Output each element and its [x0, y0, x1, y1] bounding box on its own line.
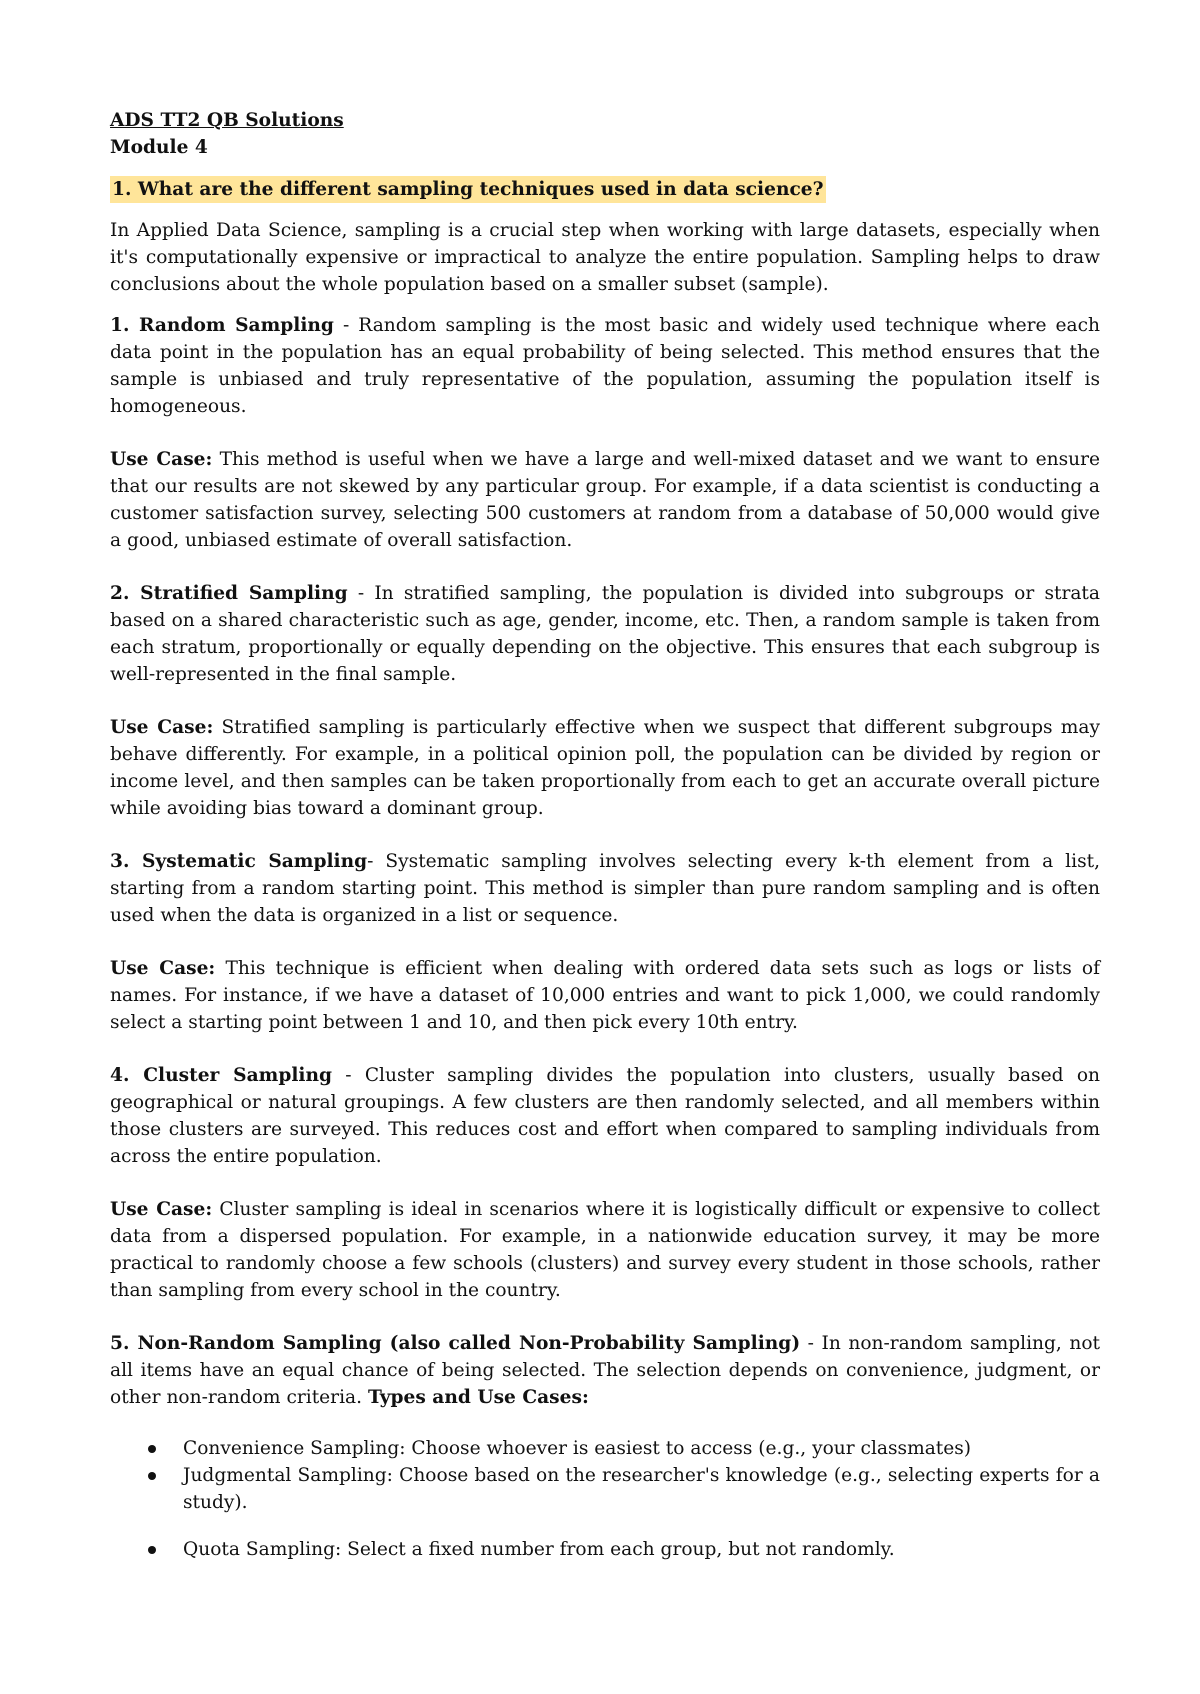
section-heading: 2. Stratified Sampling [110, 583, 348, 604]
types-label: Types and Use Cases: [367, 1387, 589, 1408]
section-non-random-sampling [110, 1330, 1100, 1411]
section-cluster-sampling [110, 1062, 1100, 1170]
section-random-sampling [110, 312, 1100, 420]
section-text: In stratified sampling, the population is divided into subgroups or strata based on a shared characteristic such as age, gender, income, etc. Then, a random sample is taken from each stratum, proportionally or equally depending on the objective. This ensures that each subgroup is well-represented in the final sample. [110, 583, 1100, 685]
document-title: ADS TT2 QB Solutions [110, 110, 344, 131]
use-case-text: Stratified sampling is particularly effective when we suspect that different subgroups may behave differently. For example, in a political opinion poll, the population can be divided by region or income level, and then samples can be taken proportionally from each to get an accurate overall picture while avoiding bias toward a dominant group. [110, 717, 1100, 819]
bullet-icon [148, 1472, 156, 1480]
section-heading: 5. Non-Random Sampling (also called Non-Probability Sampling) [110, 1333, 801, 1354]
section-heading: 1. Random Sampling [110, 315, 334, 336]
section-text: Cluster sampling divides the population into clusters, usually based on geographical or natural groupings. A few clusters are then randomly selected, and all members within those clusters are surveyed. This reduces cost and effort when compared to sampling individuals from across the entire population. [110, 1065, 1101, 1167]
section-separator: - [333, 315, 359, 336]
question-heading: 1. What are the different sampling techniques used in data science? [110, 176, 826, 203]
use-case-cluster-sampling [110, 1196, 1100, 1304]
use-case-label: Use Case: [110, 1199, 213, 1220]
section-separator: - [367, 851, 386, 872]
use-case-label: Use Case: [110, 958, 216, 979]
use-case-text: This method is useful when we have a large and well-mixed dataset and we want to ensure that our results are not skewed by any particular group. For example, if a data scientist is conducting a customer satisfaction survey, selecting 500 customers at random from a database of 50,000 would give a good, unbiased estimate of overall satisfaction. [110, 449, 1100, 551]
bullet-icon [148, 1546, 156, 1554]
list-item [110, 1536, 1100, 1563]
bullet-icon [148, 1445, 156, 1453]
section-separator: - [331, 1065, 365, 1086]
module-heading: Module 4 [110, 137, 208, 158]
section-separator: - [800, 1333, 822, 1354]
section-heading: 4. Cluster Sampling [110, 1065, 332, 1086]
section-text: Random sampling is the most basic and widely used technique where each data point in the population has an equal probability of being selected. This method ensures that the sample is unbiased and truly representative of the population, assuming the population itself is homogeneous. [110, 315, 1100, 417]
document-page [110, 107, 1100, 1563]
list-item [110, 1435, 1100, 1462]
section-systematic-sampling [110, 848, 1100, 929]
use-case-label: Use Case: [110, 449, 213, 470]
use-case-text: Cluster sampling is ideal in scenarios where it is logistically difficult or expensive to collect data from a dispersed population. For example, in a nationwide education survey, it may be more practical to randomly choose a few schools (clusters) and survey every student in those schools, rather than sampling from every school in the country. [110, 1199, 1100, 1301]
list-item [110, 1462, 1100, 1516]
intro-paragraph: In Applied Data Science, sampling is a crucial step when working with large datasets, especially when it's computationally expensive or impractical to analyze the entire population. Sampling helps to draw conclusions about the whole population based on a smaller subset (sample). [110, 220, 1100, 295]
sampling-types-list [110, 1435, 1100, 1563]
list-item-text: Quota Sampling: Select a fixed number from each group, but not randomly. [183, 1539, 895, 1560]
section-separator: - [347, 583, 375, 604]
section-stratified-sampling [110, 580, 1100, 688]
section-heading: 3. Systematic Sampling [110, 851, 368, 872]
section-text: In non-random sampling, not all items have an equal chance of being selected. The selection depends on convenience, judgment, or other non-random criteria. [110, 1333, 1101, 1408]
use-case-text: This technique is efficient when dealing with ordered data sets such as logs or lists of names. For instance, if we have a dataset of 10,000 entries and want to pick 1,000, we could randomly select a starting point between 1 and 10, and then pick every 10th entry. [110, 958, 1101, 1033]
use-case-systematic-sampling [110, 955, 1100, 1036]
use-case-stratified-sampling [110, 714, 1100, 822]
list-item-text: Judgmental Sampling: Choose based on the researcher's knowledge (e.g., selecting experts for a study). [183, 1465, 1100, 1513]
section-text: Systematic sampling involves selecting every k-th element from a list, starting from a random starting point. This method is simpler than pure random sampling and is often used when the data is organized in a list or sequence. [110, 851, 1100, 926]
use-case-label: Use Case: [110, 717, 214, 738]
use-case-random-sampling [110, 446, 1100, 554]
list-item-text: Convenience Sampling: Choose whoever is easiest to access (e.g., your classmates) [183, 1438, 972, 1459]
